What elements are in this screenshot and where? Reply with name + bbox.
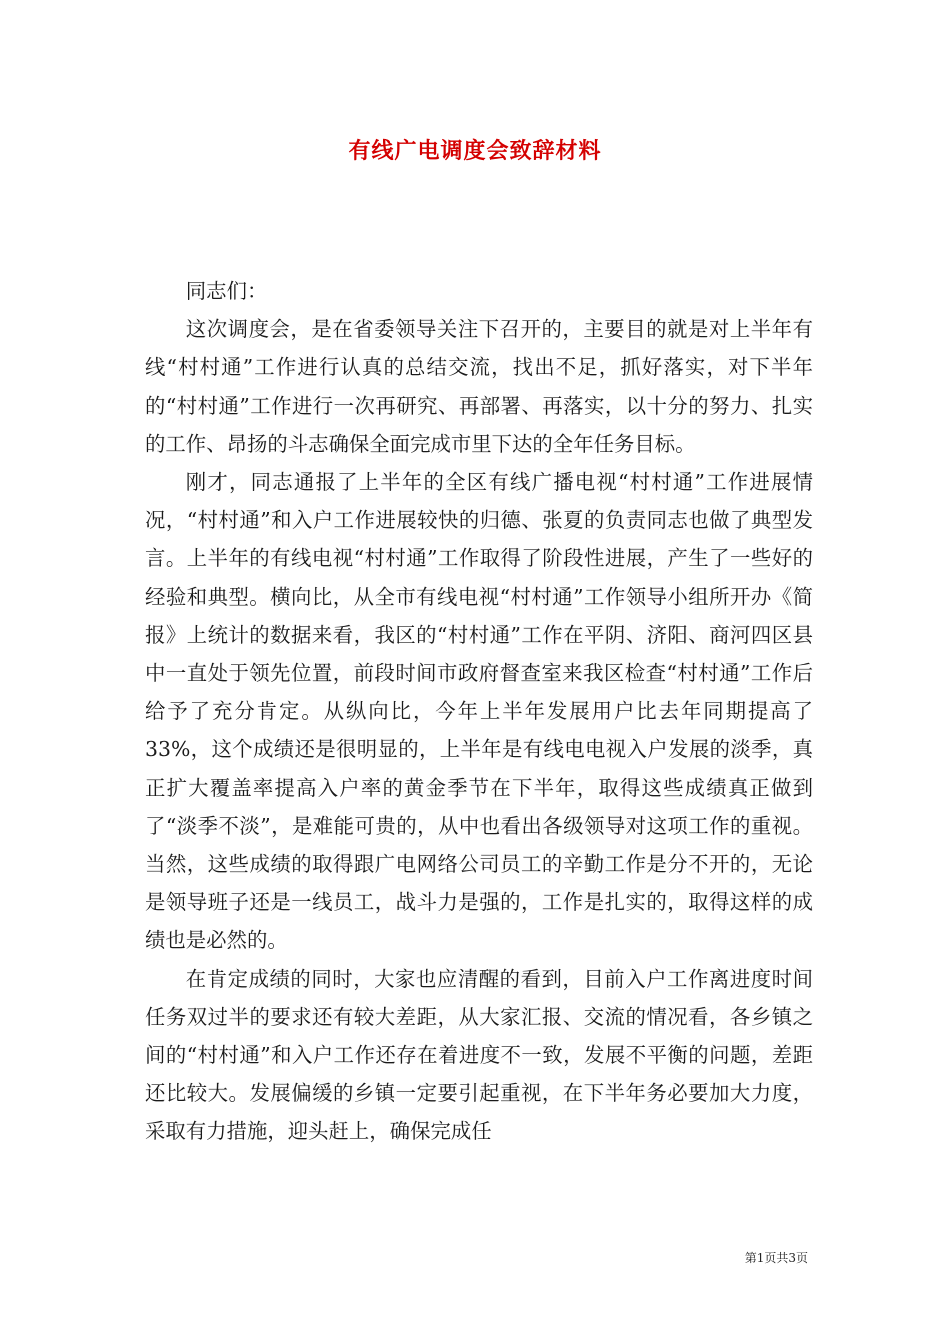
body-paragraph-1: 这次调度会，是在省委领导关注下召开的，主要目的就是对上半年有线“村村通”工作进行认真的总结交流，找出不足，抓好落实，对下半年的“村村通”工作进行一次再研究、再部署、再落实，以十分的努力、扎实的工作、昂扬的斗志确保全面完成市里下达的全年任务目标。 [145, 317, 813, 456]
document-body [145, 272, 813, 1151]
salutation-paragraph: 同志们： [185, 279, 268, 303]
page-number: 第1页共3页 [744, 1251, 808, 1265]
body-paragraph-3: 在肯定成绩的同时，大家也应清醒的看到，目前入户工作离进度时间任务双过半的要求还有较大差距，从大家汇报、交流的情况看，各乡镇之间的“村村通”和入户工作还存在着进度不一致，发展不平衡的问题，差距还比较大。发展偏缓的乡镇一定要引起重视，在下半年务必要加大力度，采取有力措施，迎头赶上，确保完成任 [145, 966, 813, 1144]
body-paragraph-2: 刚才，同志通报了上半年的全区有线广播电视“村村通”工作进展情况，“村村通”和入户工作进展较快的归德、张夏的负责同志也做了典型发言。上半年的有线电视“村村通”工作取得了阶段性进展，产生了一些好的经验和典型。横向比，从全市有线电视“村村通”工作领导小组所开办《简报》上统计的数据来看，我区的“村村通”工作在平阴、济阳、商河四区县中一直处于领先位置，前段时间市政府督查室来我区检查“村村通”工作后给予了充分肯定。从纵向比，今年上半年发展用户比去年同期提高了33%，这个成绩还是很明显的，上半年是有线电电视入户发展的淡季，真正扩大覆盖率提高入户率的黄金季节在下半年，取得这些成绩真正做到了“淡季不淡”，是难能可贵的，从中也看出各级领导对这项工作的重视。当然，这些成绩的取得跟广电网络公司员工的辛勤工作是分不开的，无论是领导班子还是一线员工，战斗力是强的，工作是扎实的，取得这样的成绩也是必然的。 [145, 470, 813, 953]
document-title: 有线广电调度会致辞材料 [348, 138, 602, 164]
